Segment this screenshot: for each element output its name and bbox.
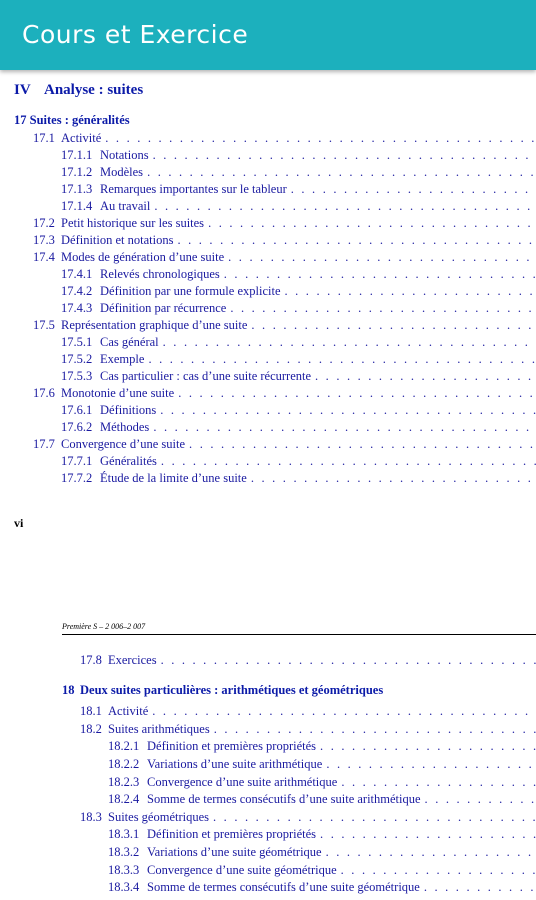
toc-section[interactable] — [33, 317, 536, 334]
leader-dots — [285, 283, 536, 300]
toc-entry-number: 17.6.2 — [61, 420, 93, 434]
toc-entry-number: 18.2.1 — [108, 739, 140, 754]
toc-entry-number: 17.4 — [33, 250, 55, 264]
toc-subsection[interactable] — [61, 334, 536, 351]
toc-entry-number: 18.1 — [80, 704, 102, 719]
running-head: Première S – 2 006–2 007 — [62, 622, 146, 631]
toc-entry-label: Suites géométriques — [108, 809, 210, 824]
toc-subsection[interactable] — [61, 368, 536, 385]
leader-dots — [152, 703, 536, 720]
leader-dots — [251, 317, 536, 334]
app-title: Cours et Exercice — [22, 20, 249, 49]
toc-section[interactable] — [80, 703, 536, 720]
toc-entry-number: 17.6 — [33, 386, 55, 400]
leader-dots — [326, 756, 536, 773]
toc-subsection[interactable] — [108, 844, 536, 861]
toc-entry-number: 17.7.1 — [61, 454, 93, 468]
leader-dots — [154, 198, 536, 215]
toc-entry-number: 17.1.4 — [61, 199, 93, 213]
toc-entry-label: Convergence d’une suite géométrique — [147, 862, 337, 877]
toc-section[interactable] — [80, 809, 536, 826]
toc-subsection[interactable] — [61, 164, 536, 181]
toc-entry-label: Modes de génération d’une suite — [61, 250, 225, 264]
toc-entry-label: Modèles — [100, 165, 144, 179]
document-page-1[interactable] — [0, 70, 536, 570]
toc-subsection[interactable] — [108, 774, 536, 791]
toc-entry-number: 17.1.3 — [61, 182, 93, 196]
toc-entry-number: 17.8 — [80, 653, 102, 667]
page-number: vi — [14, 516, 24, 530]
leader-dots — [425, 791, 536, 808]
toc-entry-label: Variations d’une suite géométrique — [147, 845, 322, 859]
leader-dots — [326, 844, 536, 861]
leader-dots — [251, 470, 536, 487]
leader-dots — [163, 334, 536, 351]
toc-entry-number: 17.5 — [33, 318, 55, 332]
toc-entry-label: Convergence d’une suite arithmétique — [147, 774, 338, 789]
toc-entry-number: 17.5.3 — [61, 369, 93, 383]
toc-entry-number: 17.2 — [33, 216, 55, 230]
leader-dots — [214, 721, 536, 738]
toc-section[interactable] — [33, 232, 536, 249]
toc-subsection[interactable] — [108, 738, 536, 755]
toc-entry-number: 17.4.3 — [61, 301, 93, 315]
toc-entry-number: 18.3.3 — [108, 862, 140, 877]
leader-dots — [161, 652, 536, 669]
leader-dots — [224, 266, 536, 283]
toc-entry-label: Somme de termes consécutifs d’une suite arithmétique — [147, 792, 421, 807]
toc-subsection[interactable] — [108, 756, 536, 773]
toc-entry-label: Représentation graphique d’une suite — [61, 318, 248, 332]
toc-entry-label: Méthodes — [100, 420, 150, 434]
leader-dots — [161, 453, 536, 470]
leader-dots — [291, 181, 536, 198]
toc-subsection[interactable] — [61, 470, 536, 487]
toc-entry-number: 18.3 — [80, 809, 102, 824]
leader-dots — [147, 164, 536, 181]
leader-dots — [153, 419, 536, 436]
toc-entry-number: 17.5.1 — [61, 335, 93, 349]
chapter-heading[interactable]: 17 Suites : généralités — [14, 113, 130, 127]
toc-subsection[interactable] — [61, 283, 536, 300]
toc-subsection[interactable] — [108, 862, 536, 879]
toc-entry-label: Étude de la limite d’une suite — [100, 471, 247, 485]
header-rule — [62, 634, 536, 635]
toc-entry-label: Remarques importantes sur le tableur — [100, 182, 287, 196]
leader-dots — [189, 436, 536, 453]
leader-dots — [177, 232, 536, 249]
toc-entry-label: Somme de termes consécutifs d’une suite géométrique — [147, 880, 420, 895]
toc-entry-number: 18.2.3 — [108, 774, 140, 789]
toc-entry-label: Activité — [108, 704, 149, 719]
document-page-2[interactable] — [0, 610, 536, 900]
toc-entry-label: Activité — [61, 131, 102, 145]
toc-entry-label: Notations — [100, 148, 149, 162]
toc-entry-number: 17.3 — [33, 233, 55, 247]
toc-entry-label: Définition et notations — [61, 233, 174, 247]
toc-entry-label: Cas particulier : cas d’une suite récurrente — [100, 369, 312, 383]
toc-entry-label: Cas général — [100, 335, 159, 349]
toc-subsection[interactable] — [61, 266, 536, 283]
toc-entry-label: Relevés chronologiques — [100, 267, 220, 281]
toc-subsection[interactable] — [108, 879, 536, 896]
leader-dots — [178, 385, 536, 402]
leader-dots — [208, 215, 536, 232]
toc-subsection[interactable] — [61, 419, 536, 436]
leader-dots — [230, 300, 536, 317]
leader-dots — [315, 368, 536, 385]
toc-entry-number: 18.3.1 — [108, 827, 140, 842]
leader-dots — [105, 130, 536, 147]
toc-entry-label: Exemple — [100, 352, 145, 366]
toc-entry-number: 18 — [62, 682, 75, 697]
toc-subsection[interactable] — [61, 147, 536, 164]
toc-entry-number: 17.4.1 — [61, 267, 93, 281]
leader-dots — [341, 862, 536, 879]
leader-dots — [341, 774, 536, 791]
toc-section[interactable] — [33, 385, 536, 402]
toc-entry-label: Définition par récurrence — [100, 301, 227, 315]
toc-entry-number: 18.2.2 — [108, 757, 140, 771]
toc-subsection[interactable] — [108, 791, 536, 808]
toc-subsection[interactable] — [61, 198, 536, 215]
toc-entry-label: Définition et premières propriétés — [147, 827, 317, 842]
app-bar — [0, 0, 536, 70]
toc-subsection[interactable] — [61, 402, 536, 419]
toc-entry-label: Définition et premières propriétés — [147, 739, 317, 754]
toc-entry-label: Convergence d’une suite — [61, 437, 186, 451]
toc-subsection[interactable] — [108, 826, 536, 843]
toc-entry-label: Variations d’une suite arithmétique — [147, 757, 323, 771]
toc-entry-number: 17.6.1 — [61, 403, 93, 417]
toc-entry-label: Définitions — [100, 403, 157, 417]
toc-subsection[interactable] — [61, 453, 536, 470]
toc-entry-number: 17.4.2 — [61, 284, 93, 298]
leader-dots — [424, 879, 536, 896]
part-number: IV — [14, 82, 31, 98]
toc-entry-label: Définition par une formule explicite — [100, 284, 281, 298]
leader-dots — [160, 402, 536, 419]
toc-chapter[interactable] — [62, 682, 536, 699]
toc-section[interactable] — [33, 130, 536, 147]
leader-dots — [213, 809, 536, 826]
leader-dots — [228, 249, 536, 266]
toc-entry-number: 17.7.2 — [61, 471, 93, 485]
toc-entry-label: Exercices — [108, 653, 157, 667]
toc-entry-label: Petit historique sur les suites — [61, 216, 205, 230]
toc-subsection[interactable] — [61, 181, 536, 198]
toc-entry-number: 18.2 — [80, 721, 102, 736]
toc-entry-number: 18.3.2 — [108, 845, 140, 859]
leader-dots — [153, 147, 536, 164]
toc-entry-label: Deux suites particulières : arithmétiques et géométriques — [80, 682, 384, 697]
toc-entry-number: 17.7 — [33, 437, 55, 451]
toc-entry-number: 17.1.1 — [61, 148, 93, 162]
toc-entry-label: Au travail — [100, 199, 151, 213]
toc-subsection[interactable] — [61, 351, 536, 368]
leader-dots — [320, 826, 536, 843]
toc-subsection[interactable] — [61, 300, 536, 317]
toc-entry-number: 17.5.2 — [61, 352, 93, 366]
toc-section[interactable] — [33, 215, 536, 232]
part-heading[interactable] — [14, 82, 143, 99]
toc-entry-number: 18.3.4 — [108, 880, 140, 895]
toc-entry-label: Monotonie d’une suite — [61, 386, 175, 400]
leader-dots — [148, 351, 536, 368]
toc-entry-number: 18.2.4 — [108, 792, 140, 807]
toc-section[interactable] — [33, 436, 536, 453]
toc-section[interactable] — [80, 652, 536, 669]
toc-entry-label: Généralités — [100, 454, 157, 468]
part-title: Analyse : suites — [44, 82, 144, 98]
toc-section[interactable] — [80, 721, 536, 738]
leader-dots — [320, 738, 536, 755]
toc-entry-label: Suites arithmétiques — [108, 721, 210, 736]
toc-entry-number: 17.1.2 — [61, 165, 93, 179]
toc-entry-number: 17.1 — [33, 131, 55, 145]
toc-section[interactable] — [33, 249, 536, 266]
